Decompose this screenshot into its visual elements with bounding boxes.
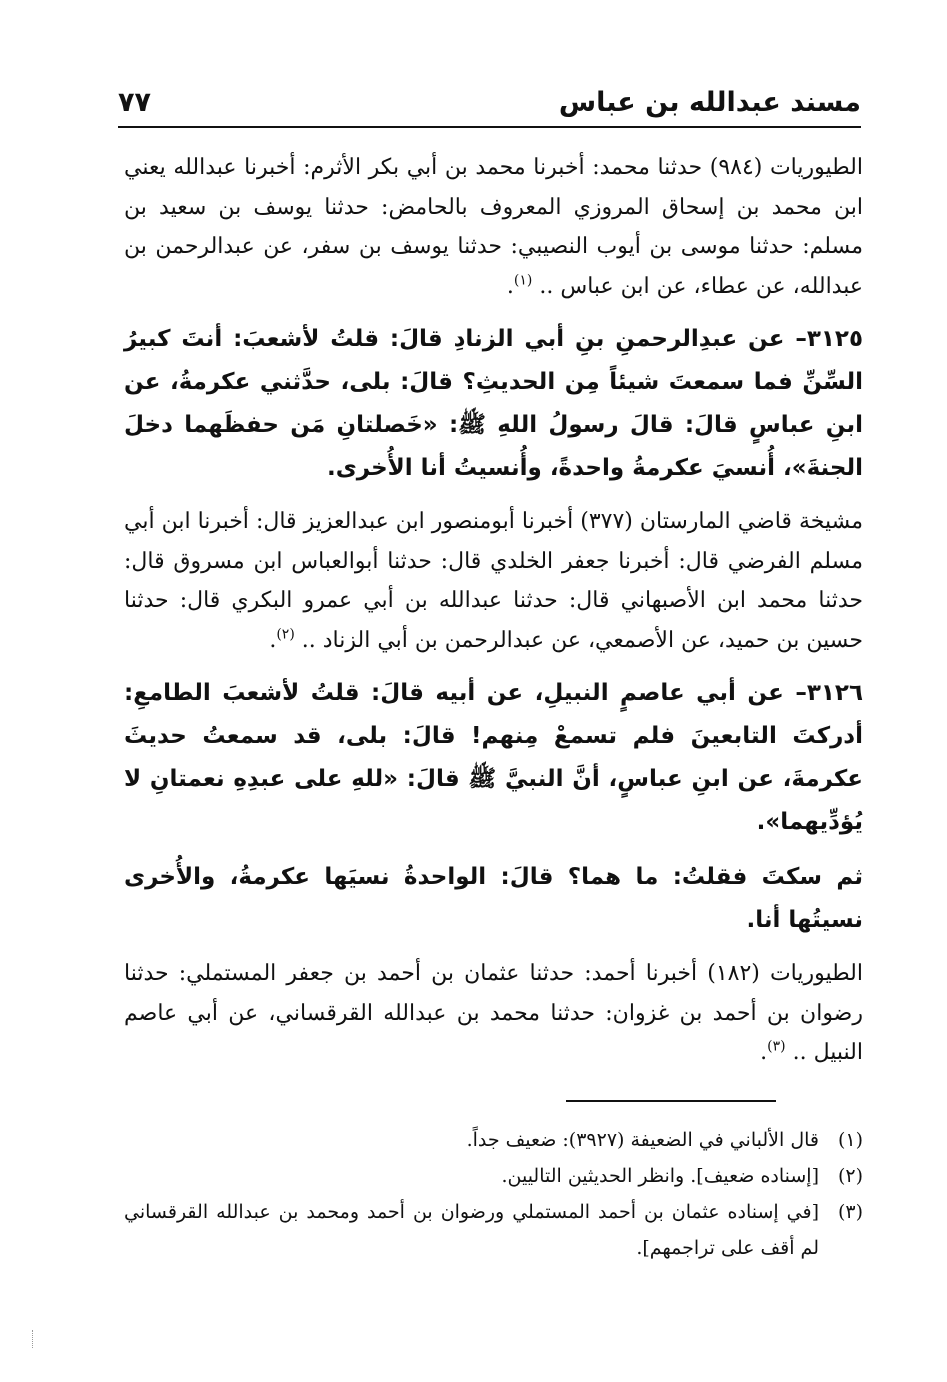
footnote-text: [إسناده ضعيف]. وانظر الحديثين التاليين.: [501, 1165, 819, 1187]
source-text: مشيخة قاضي المارستان (٣٧٧) أخبرنا أبومنصور ابن عبدالعزيز قال: أخبرنا ابن أبي مسلم الفرضي قال: أخبرنا جعفر الخلدي قال: حدثنا أبوالعباس ابن مسروق قال: حدثنا محمد ابن الأصبهاني قال: حدثنا عبدالله بن أبي عمرو البكري قال: حدثنا حسين بن حميد، عن الأصمعي، عن عبدالرحمن بن أبي الزناد ..: [124, 509, 864, 653]
hadith-paragraph: ٣١٢٥– عن عبدِالرحمنِ بنِ أبي الزنادِ قالَ: قلتُ لأشعبَ: أنتَ كبيرُ السِّنِّ فما سمعتَ شيئاً مِن الحديثِ؟ قالَ: بلى، حدَّثني عكرمةُ، عن ابنِ عباسٍ قالَ: قالَ رسولُ اللهِ ﷺ: «خَصلتانِ مَن حفظَهما دخلَ الجنةَ»، أُنسيَ عكرمةُ واحدةً، وأُنسيتُ أنا الأُخرى.: [124, 326, 863, 481]
end-mark: .: [269, 627, 277, 653]
footnote-ref: (٢): [276, 626, 295, 643]
hadith-paragraph: ثم سكتَ فقلتُ: ما هما؟ قالَ: الواحدةُ نسيَها عكرمةُ، والأُخرى نسيتُها أنا.: [124, 864, 863, 933]
end-mark: .: [506, 273, 514, 299]
page-number: ٧٧: [118, 87, 151, 118]
source-text: الطيوريات (٩٨٤) حدثنا محمد: أخبرنا محمد بن أبي بكر الأثرم: أخبرنا عبدالله يعني ابن محمد بن إسحاق المروزي المعروف بالحامض: حدثنا يوسف بن سعيد بن مسلم: حدثنا موسى بن أيوب النصيبي: حدثنا يوسف بن سفر، عن عبدالرحمن بن عبدالله، عن عطاء، عن ابن عباس ..: [124, 155, 863, 299]
source-text: الطيوريات (١٨٢) أخبرنا أحمد: حدثنا عثمان بن أحمد بن جعفر المستملي: حدثنا رضوان بن أحمد بن غزوان: حدثنا محمد بن عبدالله القرقساني، عن أبي عاصم النبيل ..: [124, 961, 863, 1065]
footnote-item: [124, 1158, 863, 1194]
end-mark: .: [760, 1040, 768, 1065]
header-title: مسند عبدالله بن عباس: [558, 87, 861, 118]
footnote-number: (١): [837, 1129, 863, 1151]
running-header: [118, 84, 861, 128]
footnote-ref: (١): [513, 272, 533, 289]
hadith-paragraph: ٣١٢٦– عن أبي عاصمٍ النبيلِ، عن أبيه قالَ: قلتُ لأشعبَ الطامعِ: أدركتَ التابعينَ فلم تسمعْ مِنهم! قالَ: بلى، قد سمعتُ حديثَ عكرمةَ، عن ابنِ عباسٍ، أنَّ النبيَّ ﷺ قالَ: «للهِ على عبدِهِ نعمتانِ لا يُؤدِّيهما».: [124, 680, 863, 835]
footnotes: [124, 1122, 863, 1266]
footnote-number: (٣): [837, 1201, 863, 1223]
footnote-text: [في إسناده عثمان بن أحمد المستملي ورضوان بن أحمد ومحمد بن عبدالله القرقساني لم أقف على تراجمهم].: [124, 1201, 819, 1259]
main-text: [124, 148, 863, 1085]
footnote-separator: [566, 1100, 776, 1102]
footnote-item: [124, 1122, 863, 1158]
header-rule: [118, 126, 861, 128]
footnote-item: [124, 1194, 863, 1266]
source-paragraph: [124, 954, 863, 1073]
footnote-text: قال الألباني في الضعيفة (٣٩٢٧): ضعيف جداً.: [466, 1129, 819, 1151]
scan-artifact: [32, 1330, 36, 1348]
footnote-ref: (٣): [767, 1038, 786, 1055]
source-paragraph: [124, 148, 863, 306]
source-paragraph: [124, 502, 863, 660]
footnote-number: (٢): [837, 1165, 863, 1187]
